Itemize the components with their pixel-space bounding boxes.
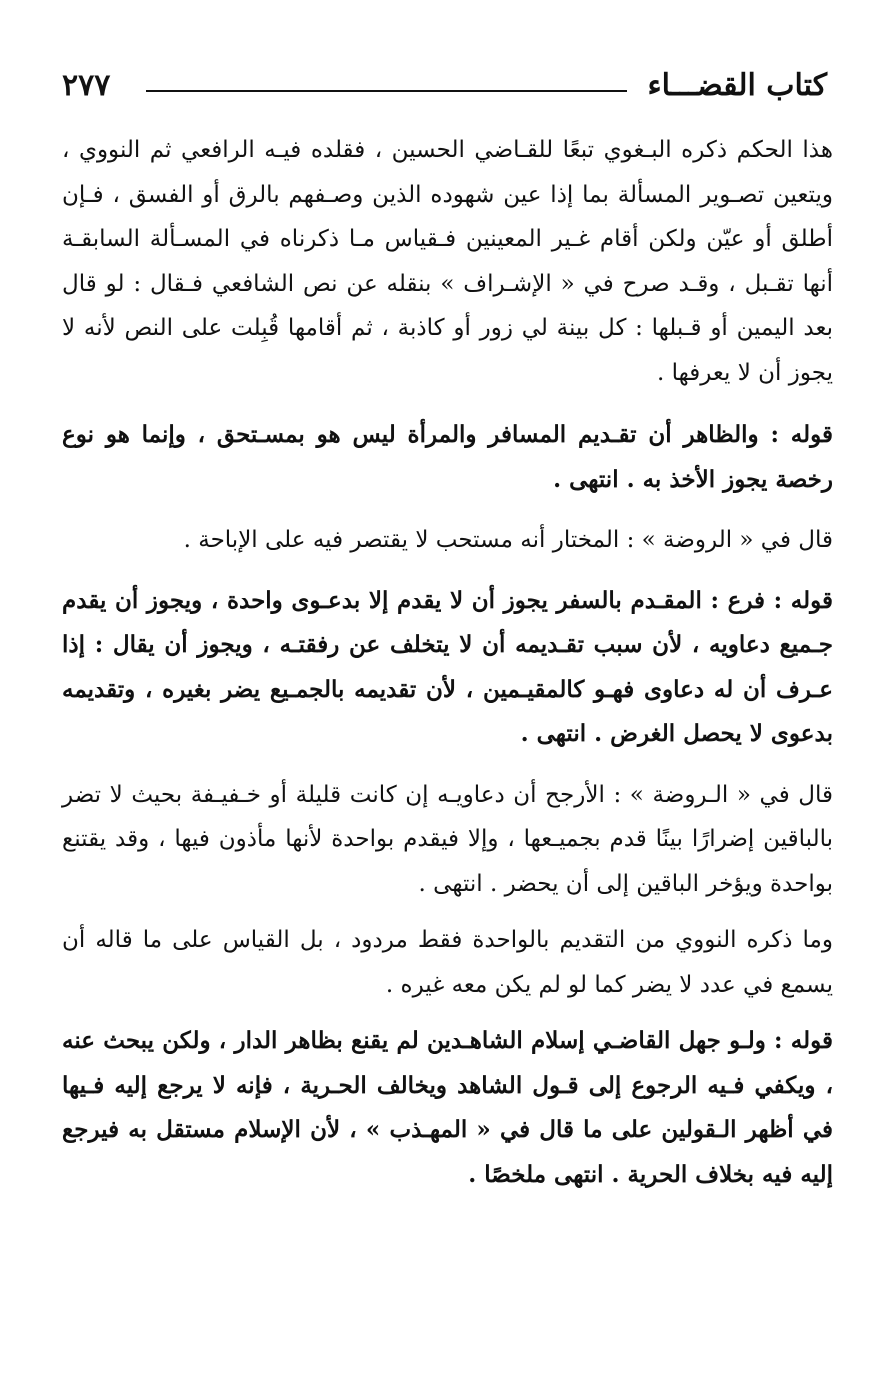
paragraph-quote: قوله : والظاهر أن تقـديم المسافر والمرأة ليس هو بمسـتحق ، وإنما هو نوع رخصة يجوز الأخذ به . انتهى . <box>62 421 833 493</box>
paragraph-quote: قوله : فرع : المقـدم بالسفر يجوز أن لا يقدم إلا بدعـوى واحدة ، ويجوز أن يقدم جـميع دعاويه ، لأن سبب تقـديمه أن لا يتخلف عن رفقتـه ، ويجوز أن يقال : إذا عـرف أن له دعاوى فهـو كالمقيـمين ، لأن تقديمه بالجمـيع يضر بغيره ، وتقديمه بدعوى لا يحصل الغرض . انتهى . <box>62 586 833 747</box>
paragraph-commentary: وما ذكره النووي من التقديم بالواحدة فقط مردود ، بل القياس على ما قاله أن يسمع في عدد لا يضر كما لو لم يكن معه غيره . <box>62 927 833 998</box>
paragraph-commentary: قال في « الروضة » : المختار أنه مستحب لا يقتصر فيه على الإباحة . <box>183 527 833 553</box>
paragraph-commentary: هذا الحكم ذكره البـغوي تبعًا للقـاضي الحسين ، فقلده فيـه الرافعي ثم النووي ، ويتعين تصـوير المسألة بما إذا عين شهوده الذين وصـفهم بالرق أو الفسق ، فـإن أطلق أو عيّن ولكن أقام غـير المعينين فـقياس مـا ذكرناه في المسـألة السابقـة أنها تقـبل ، وقـد صرح في « الإشـراف » بنقله عن نص الشافعي فـقال : لو قال بعد اليمين أو قـبلها : كل بينة لي زور أو كاذبة ، ثم أقامها قُبِلت على النص لأنه لا يجوز أن لا يعرفها . <box>62 137 833 386</box>
paragraph-commentary: قال في « الـروضة » : الأرجح أن دعاويـه إن كانت قليلة أو خـفيـفة بحيث لا تضر بالباقين إضرارًا بينًا قدم بجميـعها ، وإلا فيقدم بواحدة لأنها مأذون فيها ، وقد يقتنع بواحدة ويؤخر الباقين إلى أن يحضر . انتهى . <box>62 781 833 897</box>
page-header <box>62 62 827 112</box>
paragraph-quote: قوله : ولـو جهل القاضـي إسلام الشاهـدين لم يقنع بظاهر الدار ، ولكن يبحث عنه ، ويكفي فـيه الرجوع إلى قـول الشاهد ويخالف الحـرية ، فإنه لا يرجع إليه فـيها في أظهر الـقولين على ما قال في « المهـذب » ، لأن الإسلام مستقل به فيرجع إليه فيه بخلاف الحرية . انتهى ملخصًا . <box>62 1027 833 1188</box>
running-title: كتاب القضـــاء <box>647 68 827 103</box>
header-rule <box>146 90 627 92</box>
page-number: ٢٧٧ <box>62 68 111 103</box>
page-body <box>62 128 833 1197</box>
